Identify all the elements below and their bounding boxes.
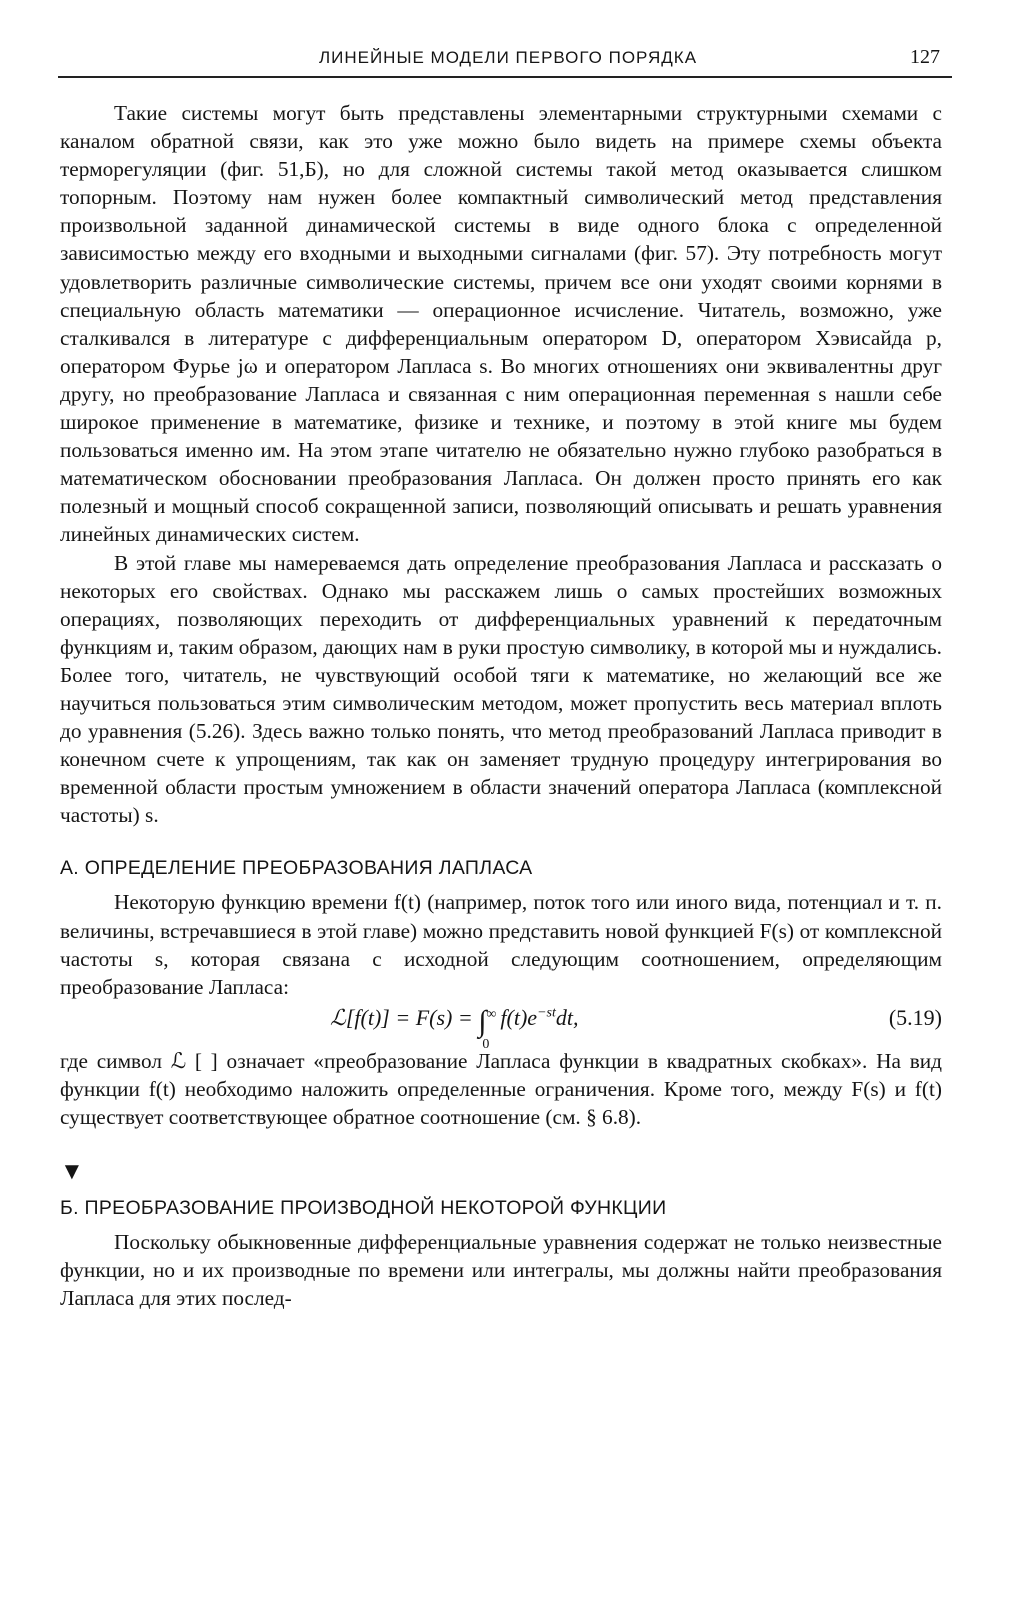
formula-tail: dt,	[555, 1004, 579, 1030]
section-marker-triangle: ▼	[60, 1159, 84, 1186]
formula-exponent: −st	[537, 1005, 556, 1021]
page-number: 127	[910, 46, 940, 68]
spacer	[60, 829, 942, 855]
equation-5-19	[60, 1001, 942, 1052]
section-a-heading: А. ОПРЕДЕЛЕНИЕ ПРЕОБРАЗОВАНИЯ ЛАПЛАСА	[60, 857, 533, 880]
integral-sign: ∫	[478, 1004, 487, 1038]
equation-number: (5.19)	[888, 1004, 942, 1030]
formula-integrand: f(t)e	[500, 1004, 538, 1030]
formula-expression	[330, 1004, 579, 1052]
integral-upper-limit: ∞	[486, 1006, 497, 1022]
section-b-heading: Б. ПРЕОБРАЗОВАНИЕ ПРОИЗВОДНОЙ НЕКОТОРОЙ ФУНКЦИИ	[60, 1197, 667, 1220]
integral-lower-limit: 0	[482, 1036, 490, 1052]
running-title: ЛИНЕЙНЫЕ МОДЕЛИ ПЕРВОГО ПОРЯДКА	[318, 48, 698, 67]
paragraph-4: где символ ℒ [ ] означает «преобразование Лапласа функции в квадратных скобках». На вид функции f(t) необходимо наложить определенные ограничения. Кроме того, между F(s) и f(t) существует соответствующее обратное соотношение (см. § 6.8).	[60, 1048, 942, 1129]
formula-lhs: ℒ[f(t)] = F(s) =	[330, 1004, 479, 1030]
paragraph-5: Поскольку обыкновенные дифференциальные уравнения содержат не только неизвестные функции, но и их производные по времени или интегралы, мы должны найти преобразования Лапласа для этих послед-	[60, 1230, 942, 1311]
spacer	[60, 1131, 942, 1159]
paragraph-2: В этой главе мы намереваемся дать определение преобразования Лапласа и рассказать о некоторых его свойствах. Однако мы расскажем лишь о самых простейших возможных операциях, позволяющих переходить от дифференциальных уравнений к передаточным функциям и, таким образом, дающих нам в руки простую символику, в которой мы и нуждались. Более того, читатель, не чувствующий особой тяги к математике, но желающий все же научиться пользоваться этим символическим методом, может пропустить весь материал вплоть до уравнения (5.26). Здесь важно только понять, что метод преобразований Лапласа приводит в конечном счете к упрощениям, так как он заменяет трудную процедуру интегрирования во временной области простым умножением в области значений оператора Лапласа (комплексной частоты) s.	[60, 550, 942, 828]
paragraph-3: Некоторую функцию времени f(t) (например, поток того или иного вида, потенциал и т. п. величины, встречавшиеся в этой главе) можно представить новой функцией F(s) от комплексной частоты s, которая связана с исходной следующим соотношением, определяющим преобразование Лапласа:	[60, 890, 942, 999]
page-header	[58, 44, 952, 78]
spacer	[60, 881, 942, 888]
spacer	[60, 1221, 942, 1228]
page-body	[60, 99, 942, 1312]
paragraph-1: Такие системы могут быть представлены элементарными структурными схемами с каналом обратной связи, как это уже можно было видеть на примере схемы объекта терморегуляции (фиг. 51,Б), но для сложной системы такой метод оказывается слишком топорным. Поэтому нам нужен более компактный символический метод представления произвольной заданной динамической системы в виде одного блока с определенной зависимостью между его входными и выходными сигналами (фиг. 57). Эту потребность могут удовлетворить различные символические системы, причем все они уходят своими корнями в специальную область математики — операционное исчисление. Читатель, возможно, уже сталкивался в литературе с дифференциальным оператором D, оператором Хэвисайда p, оператором Фурье jω и оператором Лапласа s. Во многих отношениях они эквивалентны друг другу, но преобразование Лапласа и связанная с ним операционная переменная s нашли себе широкое применение в математике, физике и технике, и поэтому в этой книге мы будем пользоваться именно им. На этом этапе читателю не обязательно нужно глубоко разобраться в математическом обосновании преобразования Лапласа. Он должен просто принять его как полезный и мощный способ сокращенной записи, позволяющий описывать и решать уравнения линейных динамических систем.	[60, 101, 942, 547]
spacer	[60, 1185, 942, 1195]
